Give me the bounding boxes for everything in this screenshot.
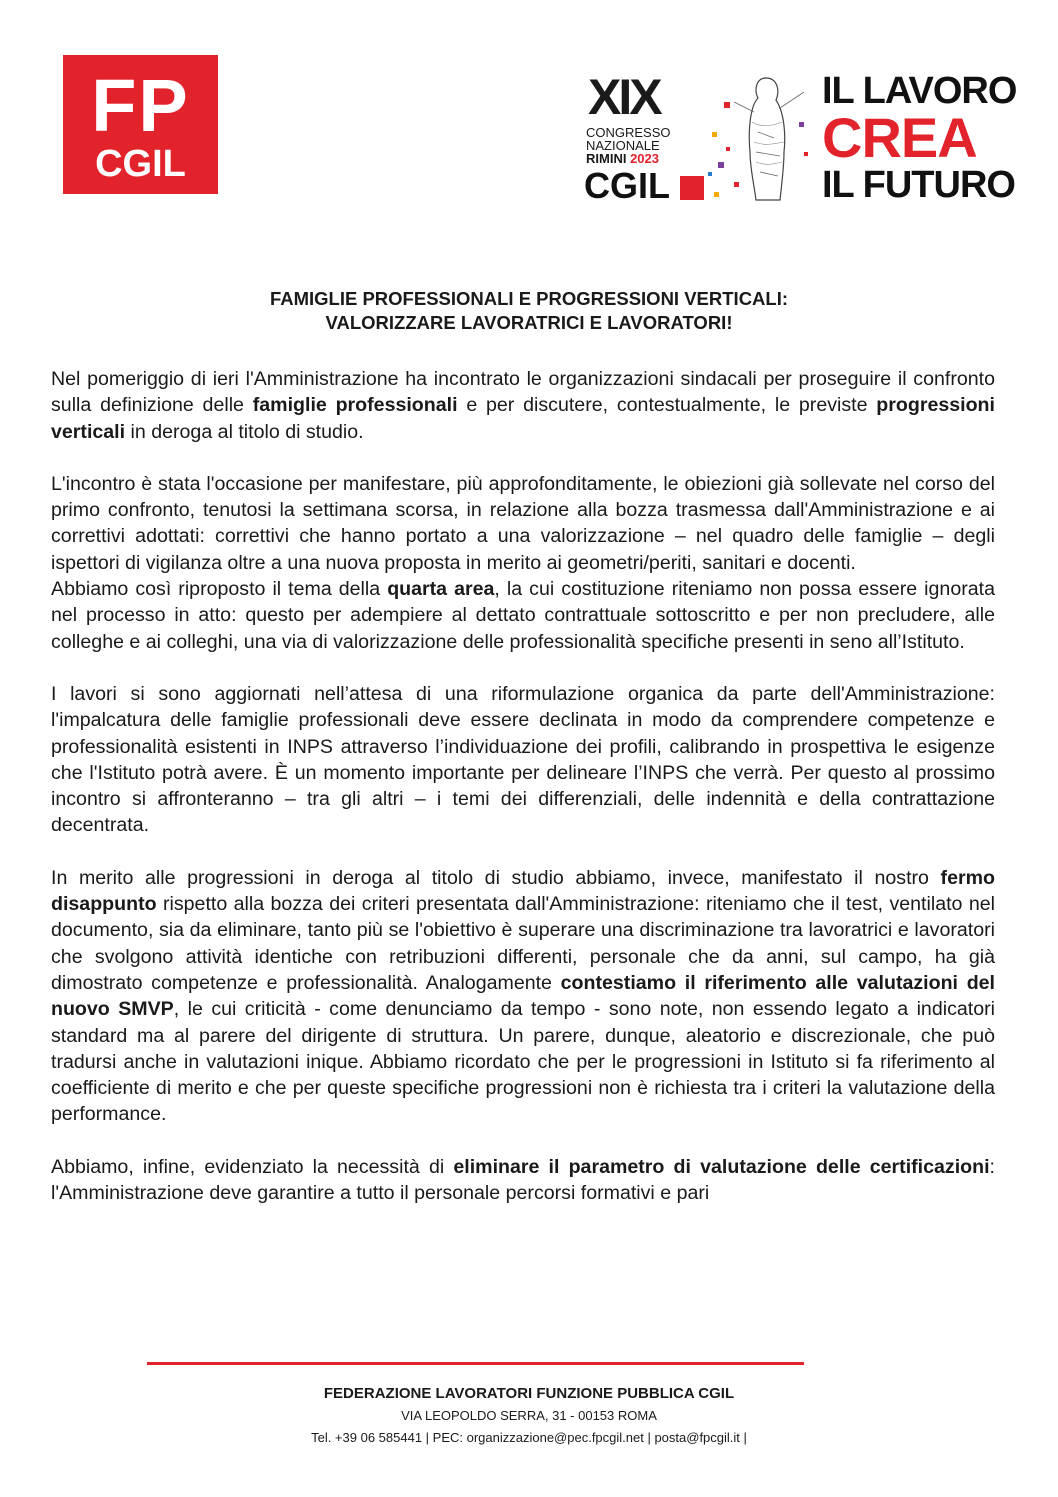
- p3-bold-1: quarta area: [387, 578, 495, 601]
- congress-org: CGIL: [584, 165, 670, 206]
- congress-city-year: [586, 152, 659, 165]
- p5-text-2: rispetto alla bozza dei criteri presentata dall'Amministrazione: riteniamo che il test, ventilato nel documento, sia da eliminare, tanto più se l'obiettivo è superare una discriminazione tra lavoratrici e lavoratori che svolgono attività identiche con retribuzioni differenti, personale che da anni, sul campo, ha già dimostrato competenze e professionalità. Analogamente: [51, 893, 995, 994]
- p6-bold-1: eliminare il parametro di valutazione delle certificazioni: [453, 1155, 990, 1178]
- footer: [147, 1384, 911, 1448]
- congress-line1: CONGRESSO: [586, 125, 671, 140]
- slogan-line3: IL FUTURO: [822, 164, 1015, 206]
- congress-logo: [584, 69, 1024, 207]
- title-line1: FAMIGLIE PROFESSIONALI E PROGRESSIONI VERTICALI:: [269, 288, 789, 309]
- p1-bold-2: progressioni verticali: [51, 394, 995, 443]
- paragraph-4: [51, 681, 995, 839]
- footer-contacts: Tel. +39 06 585441 | PEC: organizzazione@pec.fpcgil.net | posta@fpcgil.it |: [311, 1430, 747, 1445]
- p6-text-1: Abbiamo, infine, evidenziato la necessità di: [51, 1155, 454, 1178]
- paragraph-1: [51, 366, 995, 445]
- congress-numeral: XIX: [588, 69, 660, 125]
- fp-cgil-logo: [63, 55, 218, 194]
- paragraph-5: [51, 865, 995, 1128]
- p5-bold-1: fermo disappunto: [51, 866, 995, 916]
- footer-org: FEDERAZIONE LAVORATORI FUNZIONE PUBBLICA CGIL: [323, 1385, 735, 1402]
- p1-text-3: in deroga al titolo di studio.: [125, 420, 364, 443]
- congress-slogan: [822, 72, 1022, 204]
- p6-text-2: : l'Amministrazione deve garantire a tutto il personale percorsi formativi e pari: [51, 1155, 995, 1205]
- footer-divider: [147, 1362, 804, 1365]
- p4-text-1: I lavori si sono aggiornati nell’attesa di una riformulazione organica da parte dell'Amministrazione: l'impalcatura delle famiglie professionali deve essere declinata in modo da comprendere competenze e professionalità esistenti in INPS attraverso l’individuazione dei profili, calibrando in prospettiva le esigenze che l'Istituto potrà avere. È un momento importante per delineare l’INPS che verrà. Per questo al prossimo incontro si affronteranno – tra gli altri – i temi dei differenziali, delle indennità e della contrattazione decentrata.: [51, 682, 995, 837]
- congress-city: RIMINI: [586, 151, 627, 166]
- document-title: [60, 287, 998, 335]
- paragraph-2: [51, 471, 995, 576]
- congress-line2: NAZIONALE: [586, 138, 660, 153]
- logo-fp-text: FP: [91, 64, 190, 147]
- p1-bold-1: famiglie professionali: [252, 394, 458, 417]
- logo-cgil-text: CGIL: [95, 143, 186, 185]
- sculpture-figure-icon: [704, 72, 822, 202]
- p3-text-2: , la cui costituzione riteniamo non possa essere ignorata nel processo in atto: questo per adempiere al dettato contrattuale sottoscritto e per non precludere, alle colleghe e ai colleghi, una via di valorizzazione delle professionalità specifiche presenti in seno all’Istituto.: [51, 578, 995, 653]
- p5-text-1: In merito alle progressioni in deroga al titolo di studio abbiamo, invece, manifestato il nostro: [51, 866, 941, 889]
- p5-bold-2: contestiamo il riferimento alle valutazioni del nuovo SMVP: [51, 971, 995, 1021]
- p1-text-2: e per discutere, contestualmente, le previste: [457, 394, 877, 417]
- congress-year: 2023: [630, 151, 659, 166]
- slogan-line2: CREA: [822, 106, 977, 169]
- p1-text-1: Nel pomeriggio di ieri l'Amministrazione ha incontrato le organizzazioni sindacali per proseguire il confronto sulla definizione delle: [51, 368, 995, 417]
- footer-address: VIA LEOPOLDO SERRA, 31 - 00153 ROMA: [401, 1408, 657, 1423]
- paragraph-3: [51, 576, 995, 655]
- paragraph-6: [51, 1154, 995, 1207]
- document-body: [51, 366, 995, 1206]
- p5-text-3: , le cui criticità - come denunciamo da tempo - sono note, non essendo legato a indicatori standard ma al parere del dirigente di struttura. Un parere, dunque, aleatorio e discrezionale, che può tradursi anche in valutazioni inique. Abbiamo ricordato che per le progressioni in Istituto si fa riferimento al coefficiente di merito e che per queste specifiche progressioni non è richiesta tra i criteri la valutazione della performance.: [51, 998, 995, 1126]
- p2-text-1: L'incontro è stata l'occasione per manifestare, più approfonditamente, le obiezioni già sollevate nel corso del primo confronto, tenutosi la settimana scorsa, in relazione alla bozza trasmessa dall'Amministrazione e ai correttivi adottati: correttivi che hanno portato a una valorizzazione – nel quadro delle famiglie – degli ispettori di vigilanza oltre a una nuova proposta in merito ai geometri/periti, sanitari e docenti.: [51, 472, 995, 574]
- red-square-icon: [680, 176, 704, 200]
- title-line2: VALORIZZARE LAVORATRICI E LAVORATORI!: [325, 312, 733, 333]
- p3-text-1: Abbiamo così riproposto il tema della: [51, 578, 388, 601]
- slogan-line1: IL LAVORO: [822, 70, 1017, 112]
